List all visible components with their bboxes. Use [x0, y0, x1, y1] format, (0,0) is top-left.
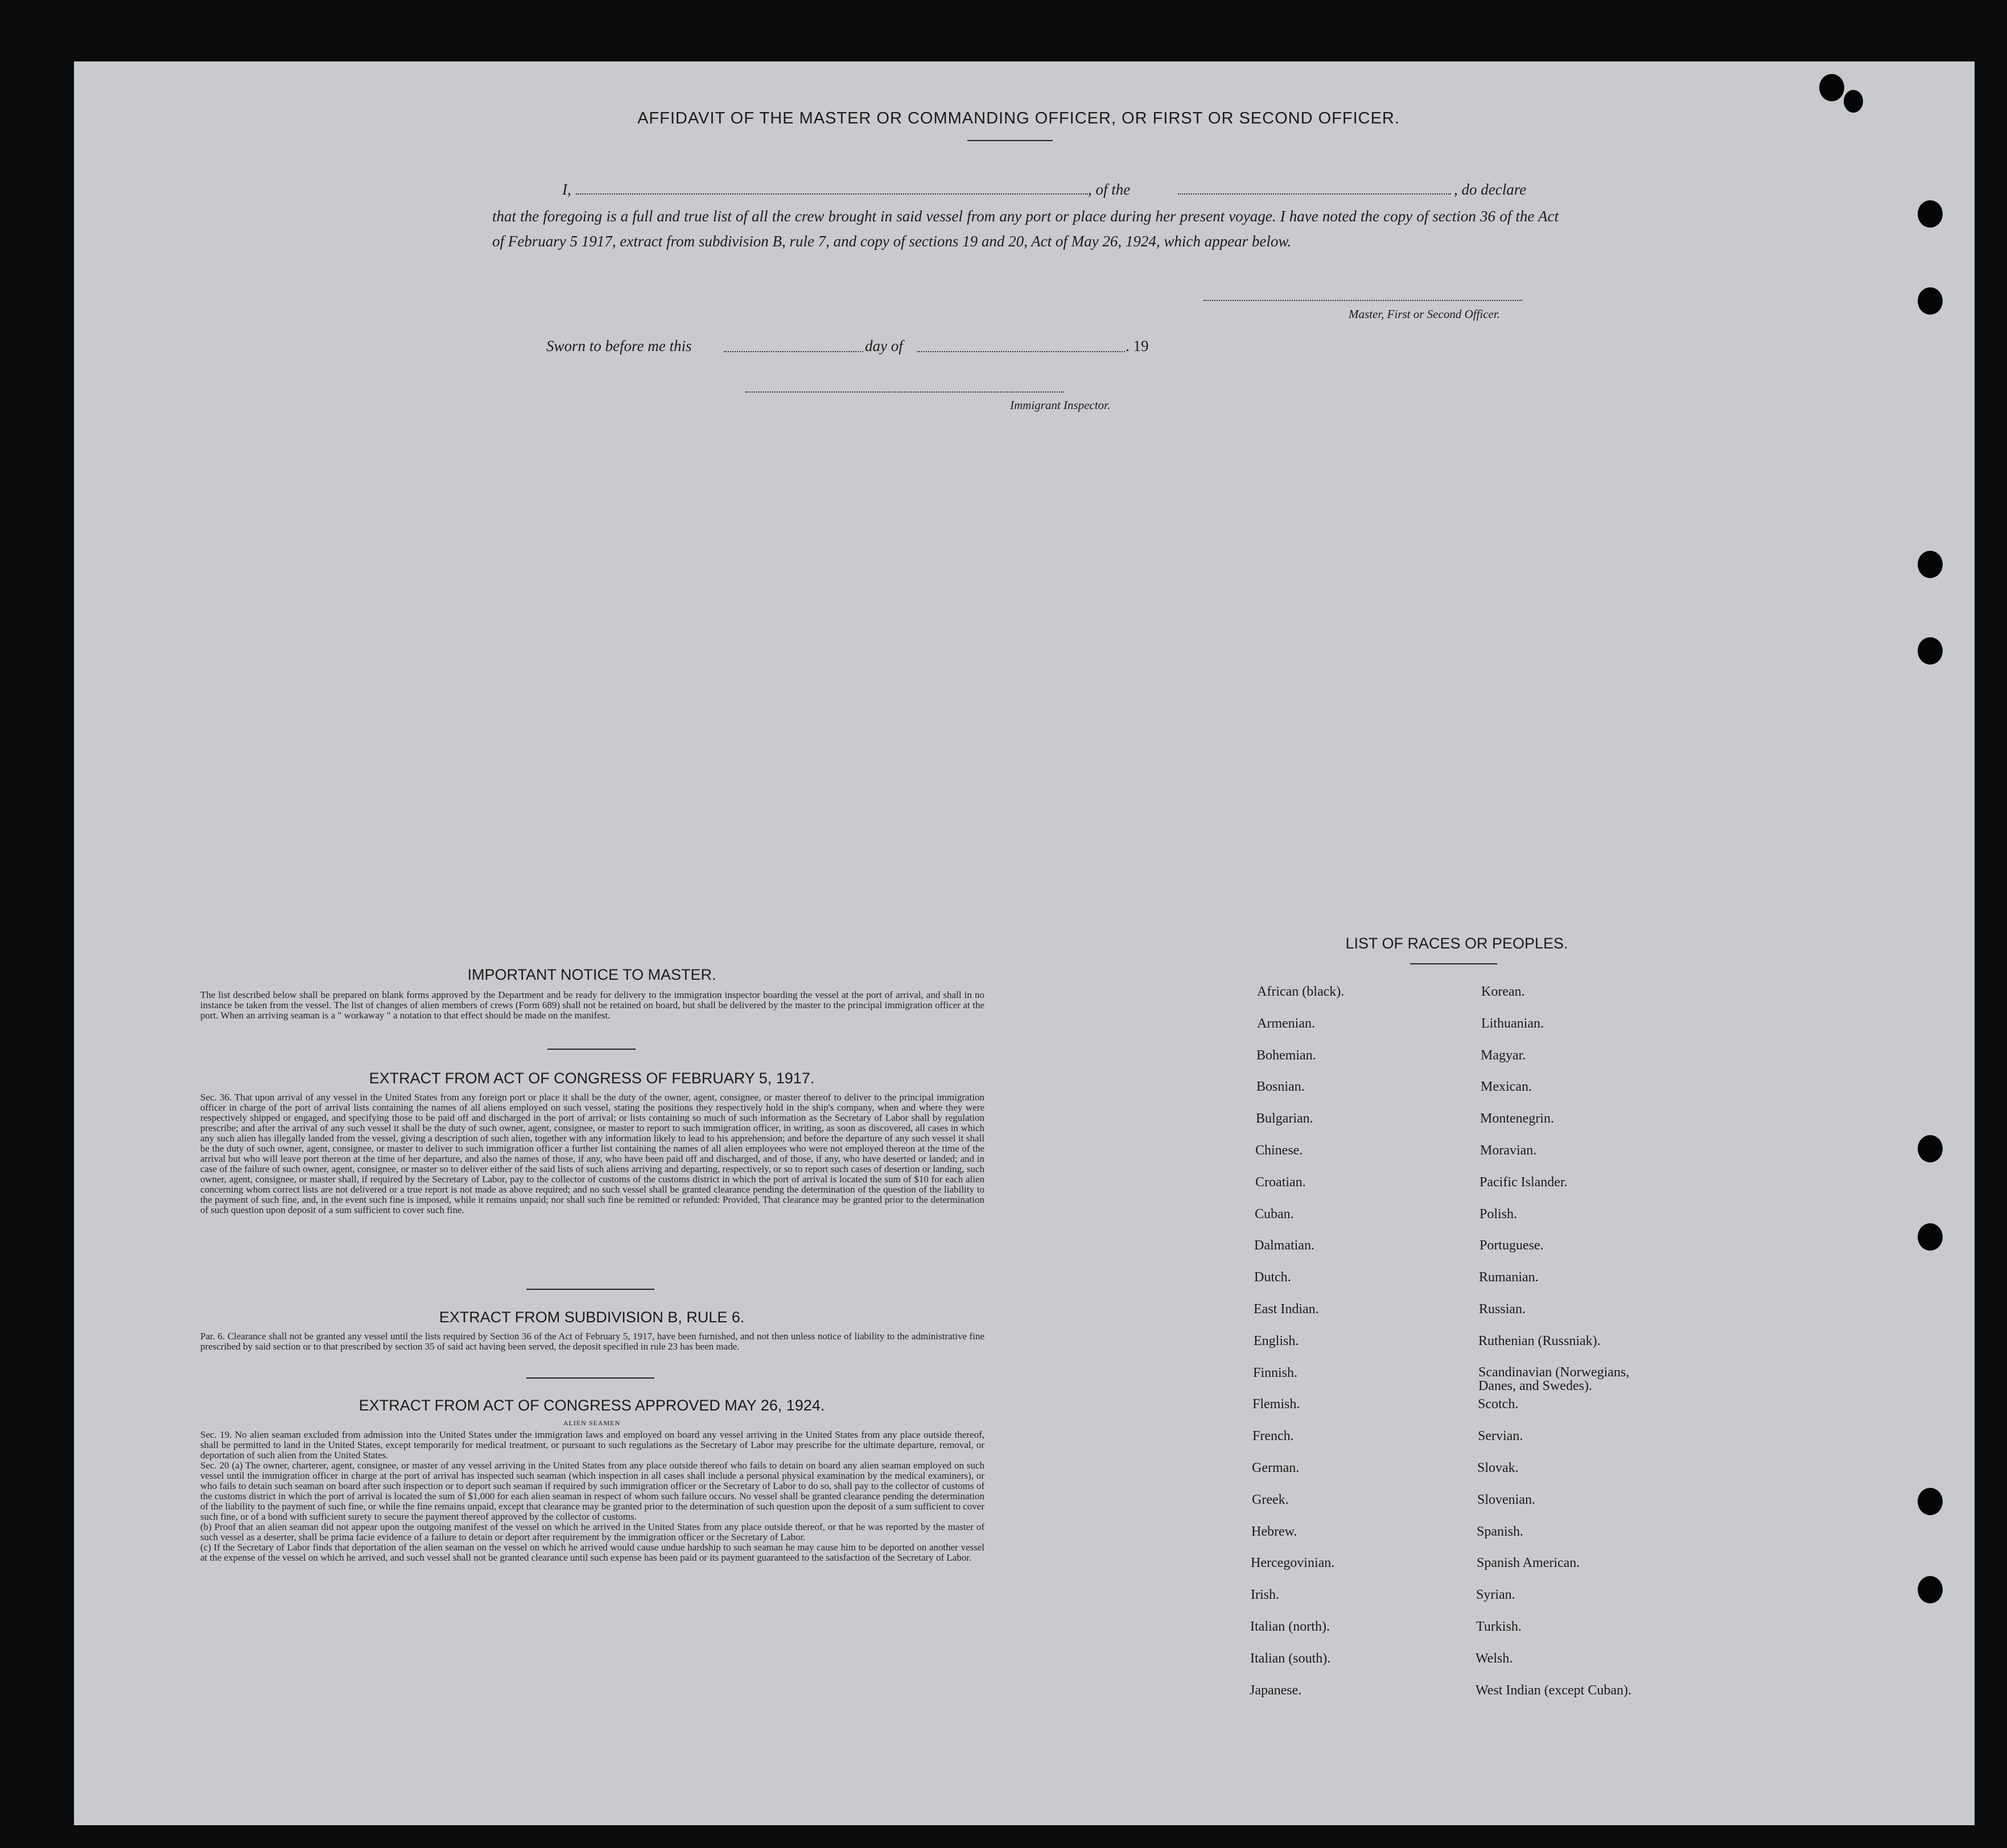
- race-item: Portuguese.: [1480, 1238, 1544, 1253]
- sec-19: Sec. 19. No alien seaman excluded from admission into the United States under the immigration laws and employed on board any vessel arriving in the United States from any place outside thereof, shall be permitted to land in the United States, except temporarily for medical treatment, or pursuant to such regulations as the Secretary of Labor may prescribe for the ultimate departure, removal, or deportation of such alien from the United States.: [200, 1429, 984, 1461]
- race-item: Armenian.: [1257, 1016, 1315, 1031]
- race-item: Croatian.: [1255, 1175, 1306, 1190]
- races-title: LIST OF RACES OR PEOPLES.: [1345, 935, 1568, 952]
- vessel-line[interactable]: [1178, 193, 1451, 195]
- inspector-signature-line[interactable]: [745, 391, 1064, 393]
- divider: [526, 1289, 654, 1290]
- race-item: Spanish American.: [1477, 1556, 1580, 1570]
- divider: [547, 1049, 636, 1050]
- race-item: Bulgarian.: [1256, 1111, 1313, 1126]
- race-item: Italian (south).: [1250, 1651, 1331, 1666]
- extract-rule6-body: Par. 6. Clearance shall not be granted any vessel until the lists required by Section 36 of the Act of February 5, 1917, have been furnished, and not then unless notice of liability to the administrative fine prescribed by said section or to that prescribed by section 35 of said act having been served, the deposit specified in rule 23 has been made.: [200, 1331, 984, 1352]
- race-item: Finnish.: [1253, 1366, 1298, 1380]
- sworn-label: Sworn to before me this: [546, 337, 692, 354]
- race-item: Korean.: [1481, 984, 1525, 999]
- binder-hole: [1819, 74, 1844, 101]
- race-item: Lithuanian.: [1481, 1016, 1544, 1031]
- affidavit-of-the: , of the: [1088, 181, 1131, 198]
- race-item: Scotch.: [1478, 1397, 1519, 1412]
- race-item: German.: [1252, 1461, 1300, 1475]
- race-item: Turkish.: [1476, 1619, 1522, 1634]
- race-item: Slovak.: [1477, 1461, 1519, 1475]
- race-item: Pacific Islander.: [1480, 1175, 1568, 1190]
- race-item: Mexican.: [1481, 1079, 1532, 1094]
- affidavit-do-declare: , do declare: [1454, 181, 1527, 198]
- binder-hole: [1918, 1135, 1943, 1162]
- race-item: Scandinavian (Norwegians, Danes, and Swedes).: [1478, 1365, 1630, 1393]
- sworn-month-line[interactable]: [917, 351, 1125, 352]
- race-item: Spanish.: [1477, 1524, 1524, 1539]
- race-item: Magyar.: [1481, 1048, 1526, 1063]
- race-item: Bohemian.: [1256, 1048, 1316, 1063]
- race-item: Cuban.: [1255, 1207, 1294, 1222]
- race-item: African (black).: [1257, 984, 1345, 999]
- race-item: English.: [1254, 1334, 1299, 1348]
- race-item: Syrian.: [1476, 1587, 1515, 1602]
- race-item: French.: [1252, 1429, 1294, 1443]
- extract-1924-subtitle: ALIEN SEAMEN: [563, 1419, 621, 1427]
- sworn-day-line[interactable]: [724, 351, 863, 352]
- race-item: Servian.: [1478, 1429, 1523, 1443]
- affidavit-title: AFFIDAVIT OF THE MASTER OR COMMANDING OFFICER, OR FIRST OR SECOND OFFICER.: [637, 109, 1400, 127]
- name-line[interactable]: [576, 193, 1088, 195]
- race-item: Italian (north).: [1250, 1619, 1330, 1634]
- race-item: Rumanian.: [1479, 1270, 1539, 1285]
- race-item: Welsh.: [1476, 1651, 1513, 1666]
- binder-hole: [1844, 90, 1863, 113]
- race-item: Chinese.: [1255, 1143, 1303, 1158]
- binder-hole: [1918, 551, 1943, 578]
- notice-title: IMPORTANT NOTICE TO MASTER.: [467, 966, 716, 983]
- affidavit-body: that the foregoing is a full and true list of all the crew brought in said vessel from any port or place during her present voyage. I have noted the copy of section 36 of the Act of February 5 1917, extract from subdivision B, rule 7, and copy of sections 19 and 20, Act of May 26, 1924, which appear below.: [492, 208, 1559, 250]
- notice-body: The list described below shall be prepared on blank forms approved by the Department and be ready for delivery to the immigration inspector boarding the vessel at the port of arrival, and shall in no instance be taken from the vessel. The list of changes of alien members of crews (Form 689) shall not be retained on board, but shall be delivered by the master to the principal immigration officer at the port. When an arriving seaman is a " workaway " a notation to that effect should be made on the manifest.: [200, 989, 984, 1021]
- race-item: Flemish.: [1252, 1397, 1300, 1412]
- title-rule: [967, 140, 1053, 141]
- race-item: Hebrew.: [1251, 1524, 1297, 1539]
- race-item: Moravian.: [1480, 1143, 1537, 1158]
- sec-20b: (b) Proof that an alien seaman did not appear upon the outgoing manifest of the vessel on which he arrived in the United States from any place outside thereof, or that he was reported by the master of such vessel as a deserter, shall be prima facie evidence of a failure to detain or deport after requirement by the immigration officer or the Secretary of Labor.: [200, 1521, 984, 1542]
- signature-line[interactable]: [1204, 300, 1522, 301]
- binder-hole: [1918, 1576, 1943, 1603]
- extract-1924-body: [200, 1430, 984, 1563]
- race-item: Dalmatian.: [1254, 1238, 1314, 1253]
- sec-20c: (c) If the Secretary of Labor finds that deportation of the alien seaman on the vessel on which he arrived would cause undue hardship to such seaman he may cause him to be deported on another vessel at the expense of the vessel on which he arrived, and such vessel shall not be granted clearance until such expense has been paid or its payment guaranteed to the satisfaction of the Secretary of Labor.: [200, 1542, 984, 1563]
- sworn-day-of: day of: [865, 337, 903, 354]
- extract-1924-title: EXTRACT FROM ACT OF CONGRESS APPROVED MAY 26, 1924.: [358, 1397, 825, 1414]
- race-item: Russian.: [1479, 1302, 1526, 1317]
- extract-1917-body: Sec. 36. That upon arrival of any vessel in the United States from any foreign port or place it shall be the duty of the owner, agent, consignee, or master thereof to deliver to the principal immigration officer in charge of the port of arrival lists containing the names of all aliens employed on such vessel, stating the positions they respectively hold in the ship's company, when and where they were respectively shipped or engaged, and specifying those to be paid off and discharged in the port of arrival; or lists containing so much of such information as the Secretary of Labor shall by regulation prescribe; and after the arrival of any such vessel it shall be the duty of such owner, agent, consignee, or master to report to such immigration officer, in writing, as soon as discovered, all cases in which any such alien has illegally landed from the vessel, giving a description of such alien, together with any information likely to lead to his apprehension; and before the departure of any such vessel it shall be the duty of such owner, agent, consignee, or master to deliver to such immigration officer a further list containing the names of all alien employees who were not employed thereon at the time of the arrival but who will leave port thereon at the time of her departure, and also the names of those, if any, who have been paid off and discharged, and of those, if any, who have deserted or landed; and in case of the failure of such owner, agent, consignee, or master so to deliver either of the said lists of such aliens arriving and departing, respectively, or so to report such cases of desertion or landing, such owner, agent, consignee, or master shall, if required by the Secretary of Labor, pay to the collector of customs of the customs district in which the port of arrival is located the sum of $10 for each alien concerning whom correct lists are not delivered or a true report is not made as above required; and no such vessel shall be granted clearance pending the determination of the question of the liability to the payment of such fine, and, in the event such fine is imposed, while it remains unpaid; nor shall such fine be remitted or refunded: Provided, That clearance may be granted prior to the determination of such question upon deposit of a sum sufficient to cover such fine.: [200, 1092, 984, 1215]
- binder-hole: [1918, 1223, 1943, 1251]
- race-item: Slovenian.: [1477, 1492, 1535, 1507]
- race-item: Montenegrin.: [1480, 1111, 1554, 1126]
- inspector-caption: Immigrant Inspector.: [1010, 398, 1111, 412]
- sworn-year: . 19: [1126, 337, 1149, 354]
- race-item: Dutch.: [1254, 1270, 1291, 1285]
- race-item: Greek.: [1252, 1492, 1289, 1507]
- binder-hole: [1918, 637, 1943, 665]
- divider: [526, 1377, 654, 1379]
- race-item: Japanese.: [1250, 1683, 1302, 1698]
- race-item: Hercegovinian.: [1251, 1556, 1335, 1570]
- race-item: East Indian.: [1254, 1302, 1319, 1317]
- binder-hole: [1918, 287, 1943, 315]
- sec-20a: Sec. 20 (a) The owner, charterer, agent, consignee, or master of any vessel arriving in the United States from any place outside thereof who fails to detain on board any alien seaman employed on such vessel until the immigration officer in charge at the port of arrival has inspected such seaman (which inspection in all cases shall include a personal physical examination by the medical examiners), or who fails to detain such seaman on board after such inspection or to deport such seaman if required by such immigration officer or the Secretary of Labor to do so, shall pay to the collector of customs of the customs district in which the port of arrival is located the sum of $1,000 for each alien seaman in respect of whom such failure occurs. No vessel shall be granted clearance pending the determination of the liability to the payment of such fine, or while the fine remains unpaid, except that clearance may be granted prior to the determination of such question upon the deposit of a sum sufficient to cover such fine, or of a bond with sufficient surety to secure the payment thereof approved by the collector of customs.: [200, 1460, 984, 1522]
- binder-hole: [1918, 200, 1943, 228]
- race-item: Ruthenian (Russniak).: [1478, 1334, 1601, 1348]
- divider: [1410, 963, 1497, 964]
- race-item: Irish.: [1251, 1587, 1279, 1602]
- race-item: Bosnian.: [1256, 1079, 1305, 1094]
- extract-1917-title: EXTRACT FROM ACT OF CONGRESS OF FEBRUARY 5, 1917.: [369, 1070, 815, 1087]
- affidavit-i-label: I,: [562, 181, 571, 198]
- extract-rule6-title: EXTRACT FROM SUBDIVISION B, RULE 6.: [439, 1309, 745, 1326]
- binder-hole: [1918, 1488, 1943, 1515]
- race-item: Polish.: [1480, 1207, 1518, 1222]
- signer-caption: Master, First or Second Officer.: [1349, 307, 1500, 321]
- race-item: West Indian (except Cuban).: [1476, 1683, 1631, 1698]
